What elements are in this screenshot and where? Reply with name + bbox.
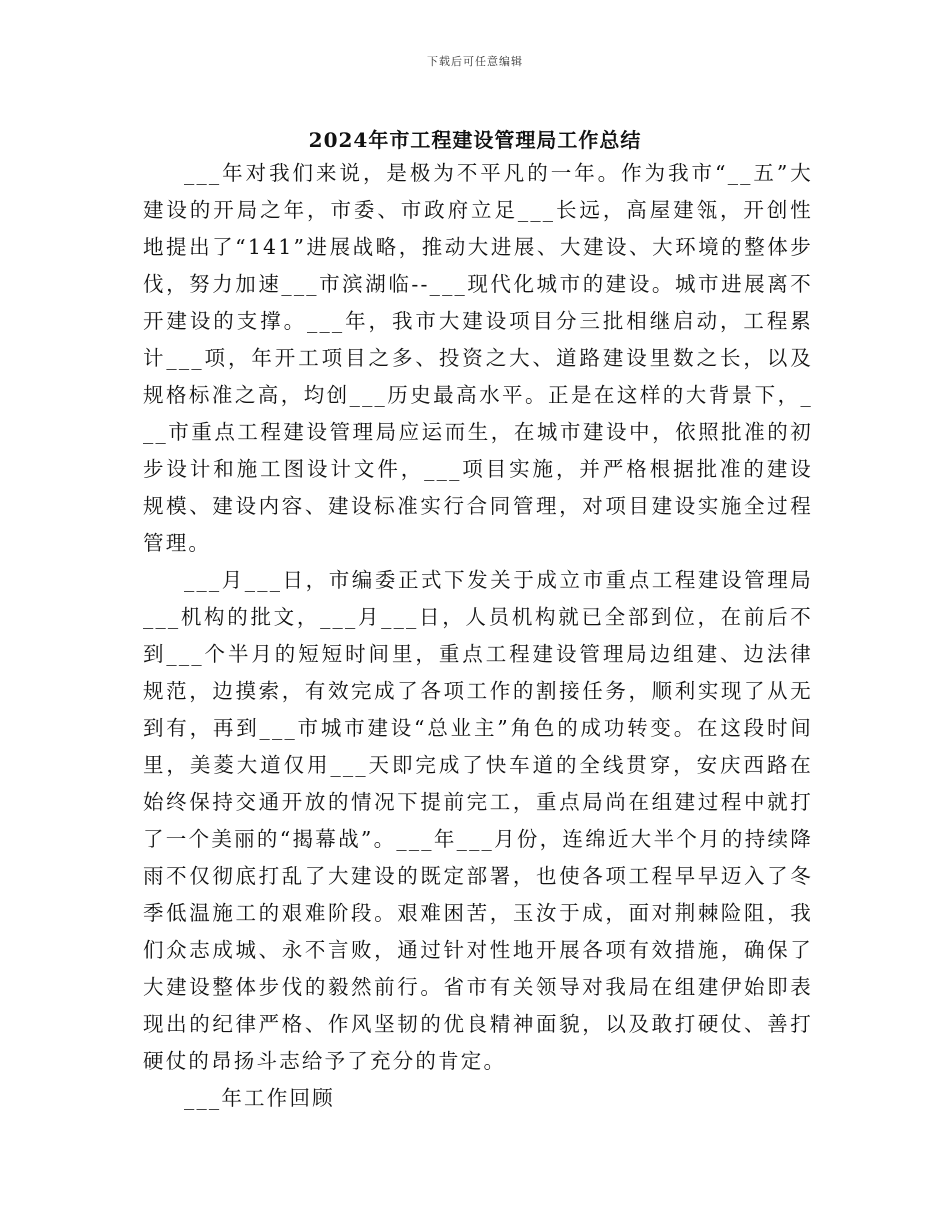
header-note: 下载后可任意编辑 xyxy=(427,55,523,68)
document-title: 2024年市工程建设管理局工作总结 xyxy=(308,128,642,152)
paragraph-establishment: ___月___日，市编委正式下发关于成立市重点工程建设管理局___机构的批文，___月___日，人员机构就已全部到位，在前后不到___个半月的短短时间里，重点工程建设管理局边组建、边法律规范，边摸索，有效完成了各项工作的割接任务，顺利实现了从无到有，再到___市城市建设“总业主”角色的成功转变。在这段时间里，美菱大道仅用___天即完成了快车道的全线贯穿，安庆西路在始终保持交通开放的情况下提前完工，重点局尚在组建过程中就打了一个美丽的“揭幕战”。___年___月份，连绵近大半个月的持续降雨不仅彻底打乱了大建设的既定部署，也使各项工程早早迈入了冬季低温施工的艰难阶段。艰难困苦，玉汝于成，面对荆棘险阻，我们众志成城、永不言败，通过针对性地开展各项有效措施，确保了大建设整体步伐的毅然前行。省市有关领导对我局在组建伊始即表现出的纪律严格、作风坚韧的优良精神面貌，以及敢打硬仗、善打硬仗的昂扬斗志给予了充分的肯定。 xyxy=(143,568,813,1073)
document-body xyxy=(143,155,813,1117)
paragraph-intro: ___年对我们来说，是极为不平凡的一年。作为我市“__五”大建设的开局之年，市委、市政府立足___长远，高屋建瓴，开创性地提出了“141”进展战略，推动大进展、大建设、大环境的整体步伐，努力加速___市滨湖临--___现代化城市的建设。城市进展离不开建设的支撑。___年，我市大建设项目分三批相继启动，工程累计___项，年开工项目之多、投资之大、道路建设里数之长，以及规格标准之高，均创___历史最高水平。正是在这样的大背景下，___市重点工程建设管理局应运而生，在城市建设中，依照批准的初步设计和施工图设计文件，___项目实施，并严格根据批准的建设规模、建设内容、建设标准实行合同管理，对项目建设实施全过程管理。 xyxy=(143,161,813,555)
section-heading-review: ___年工作回顾 xyxy=(184,1086,335,1110)
